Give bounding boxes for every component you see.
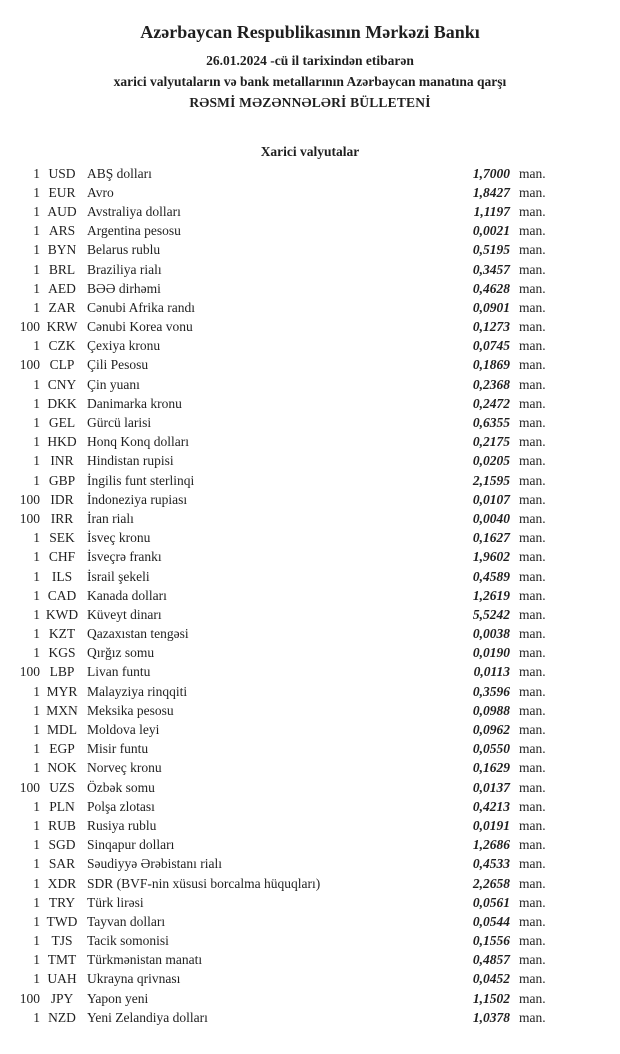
rate-value: 0,0901	[472, 299, 510, 315]
rate-row	[0, 586, 556, 605]
rate-quantity: 1	[33, 472, 40, 488]
rate-quantity: 100	[19, 779, 40, 795]
currency-name: Türkmənistan manatı	[87, 952, 203, 968]
rate-row	[0, 202, 556, 221]
currency-name: Rusiya rublu	[87, 817, 157, 833]
rate-quantity: 100	[19, 510, 40, 526]
currency-code: TJS	[51, 933, 73, 949]
rate-value: 0,0962	[472, 722, 510, 738]
rate-row	[0, 874, 556, 893]
rate-row	[0, 164, 556, 183]
rate-row	[0, 183, 556, 202]
rate-value: 1,2619	[472, 587, 510, 603]
currency-code: USD	[48, 165, 76, 181]
currency-code: MDL	[47, 722, 77, 738]
currency-name: Argentina pesosu	[87, 223, 181, 239]
currency-code: MXN	[46, 702, 78, 718]
currency-name: Moldova leyi	[87, 722, 160, 738]
rate-row	[0, 375, 556, 394]
rate-row	[0, 433, 556, 452]
rate-value: 0,4628	[472, 280, 510, 296]
currency-code: UAH	[47, 971, 77, 987]
rate-quantity: 1	[33, 415, 40, 431]
rate-quantity: 1	[33, 760, 40, 776]
currency-code: KZT	[48, 626, 76, 642]
currency-code: TWD	[46, 913, 78, 929]
rate-quantity: 1	[33, 434, 40, 450]
rate-value: 1,2686	[472, 837, 510, 853]
rate-quantity: 1	[33, 856, 40, 872]
rate-value: 0,0038	[472, 626, 510, 642]
rate-unit-label: man.	[519, 472, 546, 488]
currency-name: Özbək somu	[87, 779, 155, 795]
rate-unit-label: man.	[519, 549, 546, 565]
rate-value: 0,0561	[472, 894, 510, 910]
currency-code: KRW	[46, 319, 78, 335]
rate-row	[0, 241, 556, 260]
currency-name: Cənubi Afrika randı	[87, 299, 195, 315]
rate-row	[0, 855, 556, 874]
currency-code: ILS	[51, 568, 73, 584]
currency-name: Ukrayna qrivnası	[87, 971, 181, 987]
rate-row	[0, 989, 556, 1008]
rate-value: 0,0107	[472, 491, 510, 507]
rate-row	[0, 509, 556, 528]
rate-value: 0,0190	[472, 645, 510, 661]
rate-value: 0,3457	[472, 261, 510, 277]
rate-value: 0,4857	[472, 952, 510, 968]
currency-name: Sinqapur dolları	[87, 837, 175, 853]
rate-unit-label: man.	[519, 952, 546, 968]
rate-quantity: 1	[33, 165, 40, 181]
rate-value: 0,1629	[472, 760, 510, 776]
currency-name: Avstraliya dolları	[87, 203, 181, 219]
rate-unit-label: man.	[519, 722, 546, 738]
rate-quantity: 1	[33, 1009, 40, 1025]
rate-unit-label: man.	[519, 434, 546, 450]
rate-row	[0, 797, 556, 816]
rate-unit-label: man.	[519, 741, 546, 757]
currency-code: NZD	[48, 1009, 76, 1025]
currency-name: Çexiya kronu	[87, 338, 161, 354]
rate-value: 0,0137	[472, 779, 510, 795]
rate-unit-label: man.	[519, 395, 546, 411]
rate-row	[0, 682, 556, 701]
currency-code: JPY	[50, 990, 74, 1006]
currency-name: Qazaxıstan tengəsi	[87, 626, 189, 642]
currency-code: PLN	[49, 798, 75, 814]
currency-name: İsveç kronu	[87, 530, 151, 546]
rate-quantity: 1	[33, 875, 40, 891]
rate-quantity: 1	[33, 971, 40, 987]
bulletin-subtitle-line: xarici valyutaların və bank metallarının Azərbaycan manatına qarşı	[113, 74, 507, 89]
rate-value: 1,7000	[472, 165, 510, 181]
rate-value: 0,1627	[472, 530, 510, 546]
rate-value: 0,3596	[472, 683, 510, 699]
currency-name: Çin yuanı	[87, 376, 140, 392]
currency-name: Belarus rublu	[87, 242, 161, 258]
rate-unit-label: man.	[519, 338, 546, 354]
exchange-rates-table	[0, 164, 556, 1027]
rate-value: 0,0544	[472, 913, 510, 929]
currency-code: CLP	[49, 357, 75, 373]
rate-value: 0,4213	[472, 798, 510, 814]
rate-row	[0, 548, 556, 567]
rate-quantity: 100	[19, 319, 40, 335]
rate-unit-label: man.	[519, 510, 546, 526]
rate-quantity: 1	[33, 223, 40, 239]
rate-row	[0, 279, 556, 298]
rate-value: 1,1502	[472, 990, 510, 1006]
rate-row	[0, 932, 556, 951]
rate-quantity: 1	[33, 453, 40, 469]
rate-row	[0, 222, 556, 241]
rate-unit-label: man.	[519, 664, 546, 680]
rate-unit-label: man.	[519, 223, 546, 239]
rate-value: 0,1556	[472, 933, 510, 949]
rate-quantity: 1	[33, 395, 40, 411]
rate-unit-label: man.	[519, 779, 546, 795]
rate-unit-label: man.	[519, 894, 546, 910]
rate-row	[0, 490, 556, 509]
rate-quantity: 1	[33, 568, 40, 584]
rate-quantity: 1	[33, 242, 40, 258]
rate-unit-label: man.	[519, 319, 546, 335]
rate-row	[0, 778, 556, 797]
currency-code: RUB	[48, 817, 76, 833]
rate-unit-label: man.	[519, 606, 546, 622]
currency-code: IRR	[50, 510, 74, 526]
currency-code: GEL	[48, 415, 76, 431]
rate-row	[0, 893, 556, 912]
rate-unit-label: man.	[519, 165, 546, 181]
currency-name: Meksika pesosu	[87, 702, 174, 718]
rate-unit-label: man.	[519, 376, 546, 392]
rate-unit-label: man.	[519, 587, 546, 603]
rate-row	[0, 298, 556, 317]
currency-name: Hindistan rupisi	[87, 453, 174, 469]
rate-unit-label: man.	[519, 702, 546, 718]
rate-quantity: 100	[19, 664, 40, 680]
rate-row	[0, 529, 556, 548]
rate-unit-label: man.	[519, 184, 546, 200]
rate-value: 0,6355	[472, 415, 510, 431]
rate-unit-label: man.	[519, 453, 546, 469]
rate-row	[0, 1008, 556, 1027]
currency-code: XDR	[47, 875, 77, 891]
currency-code: TRY	[48, 894, 76, 910]
rate-quantity: 1	[33, 722, 40, 738]
currency-code: INR	[50, 453, 74, 469]
rate-unit-label: man.	[519, 357, 546, 373]
currency-name: Avro	[87, 184, 114, 200]
rate-row	[0, 605, 556, 624]
currency-code: AED	[48, 280, 76, 296]
currency-name: Honq Konq dolları	[87, 434, 189, 450]
effective-date-line: 26.01.2024 -cü il tarixindən etibarən	[206, 53, 414, 68]
rate-value: 0,4589	[472, 568, 510, 584]
rate-value: 0,5195	[472, 242, 510, 258]
rate-unit-label: man.	[519, 415, 546, 431]
rate-quantity: 1	[33, 645, 40, 661]
rate-row	[0, 720, 556, 739]
rate-value: 1,9602	[472, 549, 510, 565]
rate-quantity: 1	[33, 741, 40, 757]
section-title-foreign-currencies: Xarici valyutalar	[260, 144, 360, 159]
rate-quantity: 100	[19, 990, 40, 1006]
rate-value: 0,0040	[472, 510, 510, 526]
currency-name: Küveyt dinarı	[87, 606, 162, 622]
currency-code: AUD	[47, 203, 77, 219]
rate-row	[0, 260, 556, 279]
currency-name: İran rialı	[87, 510, 134, 526]
rate-row	[0, 701, 556, 720]
rate-quantity: 1	[33, 702, 40, 718]
currency-code: LBP	[49, 664, 75, 680]
rate-value: 0,0113	[473, 664, 510, 680]
currency-name: Tacik somonisi	[87, 933, 169, 949]
currency-name: Səudiyyə Ərəbistanı rialı	[87, 856, 222, 872]
bulletin-header	[0, 21, 620, 112]
rate-value: 0,0550	[472, 741, 510, 757]
currency-name: İsveçrə frankı	[87, 549, 162, 565]
rate-unit-label: man.	[519, 933, 546, 949]
currency-code: ARS	[48, 223, 76, 239]
rate-quantity: 1	[33, 203, 40, 219]
rate-unit-label: man.	[519, 1009, 546, 1025]
rate-row	[0, 337, 556, 356]
rate-row	[0, 413, 556, 432]
currency-code: CHF	[48, 549, 76, 565]
currency-code: SAR	[48, 856, 76, 872]
rate-row	[0, 816, 556, 835]
currency-name: Gürcü larisi	[87, 415, 152, 431]
rate-unit-label: man.	[519, 875, 546, 891]
rate-quantity: 1	[33, 549, 40, 565]
rate-quantity: 1	[33, 798, 40, 814]
rate-value: 2,2658	[472, 875, 510, 891]
rate-quantity: 1	[33, 280, 40, 296]
rate-value: 0,0988	[472, 702, 510, 718]
currency-code: IDR	[50, 491, 74, 507]
rate-value: 0,0021	[472, 223, 510, 239]
rate-unit-label: man.	[519, 856, 546, 872]
rate-unit-label: man.	[519, 683, 546, 699]
currency-name: Yapon yeni	[87, 990, 149, 1006]
currency-code: CZK	[48, 338, 76, 354]
rate-value: 1,0378	[472, 1009, 510, 1025]
rate-quantity: 1	[33, 376, 40, 392]
rate-row	[0, 356, 556, 375]
rate-quantity: 1	[33, 683, 40, 699]
rate-unit-label: man.	[519, 760, 546, 776]
currency-name: Malayziya rinqqiti	[87, 683, 188, 699]
rate-unit-label: man.	[519, 913, 546, 929]
rate-row	[0, 644, 556, 663]
rate-unit-label: man.	[519, 242, 546, 258]
rate-unit-label: man.	[519, 261, 546, 277]
currency-code: TMT	[47, 952, 77, 968]
rate-quantity: 1	[33, 817, 40, 833]
rate-row	[0, 759, 556, 778]
currency-code: HKD	[47, 434, 77, 450]
rate-quantity: 1	[33, 299, 40, 315]
currency-code: CNY	[47, 376, 77, 392]
rate-value: 0,4533	[472, 856, 510, 872]
currency-code: ZAR	[48, 299, 76, 315]
currency-code: BYN	[47, 242, 77, 258]
currency-name: İngilis funt sterlinqi	[87, 472, 195, 488]
currency-name: BƏƏ dirhəmi	[87, 280, 161, 296]
currency-name: Yeni Zelandiya dolları	[87, 1009, 208, 1025]
currency-name: Tayvan dolları	[87, 913, 166, 929]
rate-row	[0, 625, 556, 644]
rate-row	[0, 836, 556, 855]
rate-unit-label: man.	[519, 299, 546, 315]
rate-quantity: 1	[33, 587, 40, 603]
currency-code: GBP	[48, 472, 76, 488]
rate-row	[0, 394, 556, 413]
rate-row	[0, 912, 556, 931]
rate-quantity: 100	[19, 491, 40, 507]
rate-quantity: 1	[33, 261, 40, 277]
rate-row	[0, 567, 556, 586]
rate-quantity: 1	[33, 184, 40, 200]
rate-value: 0,0452	[472, 971, 510, 987]
currency-name: Norveç kronu	[87, 760, 162, 776]
rate-row	[0, 951, 556, 970]
rate-unit-label: man.	[519, 626, 546, 642]
rate-quantity: 1	[33, 606, 40, 622]
rate-value: 0,1273	[472, 319, 510, 335]
rate-unit-label: man.	[519, 837, 546, 853]
rate-quantity: 1	[33, 626, 40, 642]
currency-name: SDR (BVF-nin xüsusi borcalma hüquqları)	[87, 875, 321, 891]
rate-unit-label: man.	[519, 798, 546, 814]
currency-name: İsrail şekeli	[87, 568, 150, 584]
currency-code: SGD	[48, 837, 76, 853]
currency-name: İndoneziya rupiası	[87, 491, 188, 507]
currency-code: SEK	[49, 530, 75, 546]
bank-name-title: Azərbaycan Respublikasının Mərkəzi Bankı	[140, 22, 480, 42]
rate-row	[0, 663, 556, 682]
currency-name: Qırğız somu	[87, 645, 155, 661]
rate-value: 2,1595	[472, 472, 510, 488]
rate-unit-label: man.	[519, 491, 546, 507]
currency-code: BRL	[48, 261, 76, 277]
currency-name: Kanada dolları	[87, 587, 167, 603]
rate-row	[0, 452, 556, 471]
currency-code: DKK	[47, 395, 77, 411]
currency-name: Çili Pesosu	[87, 357, 149, 373]
rate-quantity: 1	[33, 952, 40, 968]
rate-value: 0,2175	[472, 434, 510, 450]
rate-row	[0, 970, 556, 989]
currency-name: Polşa zlotası	[87, 798, 155, 814]
currency-code: CAD	[47, 587, 77, 603]
currency-code: EUR	[48, 184, 76, 200]
rate-quantity: 100	[19, 357, 40, 373]
rate-value: 0,0745	[472, 338, 510, 354]
rate-value: 5,5242	[472, 606, 510, 622]
currency-name: ABŞ dolları	[87, 165, 152, 181]
rate-unit-label: man.	[519, 971, 546, 987]
rate-value: 0,1869	[472, 357, 510, 373]
rate-row	[0, 740, 556, 759]
rate-value: 0,0205	[472, 453, 510, 469]
rate-quantity: 1	[33, 530, 40, 546]
currency-name: Danimarka kronu	[87, 395, 182, 411]
rate-value: 0,2368	[472, 376, 510, 392]
rate-value: 0,2472	[472, 395, 510, 411]
rate-unit-label: man.	[519, 203, 546, 219]
rate-value: 1,8427	[472, 184, 510, 200]
currency-code: MYR	[46, 683, 78, 699]
rate-unit-label: man.	[519, 530, 546, 546]
rate-unit-label: man.	[519, 990, 546, 1006]
rate-quantity: 1	[33, 894, 40, 910]
currency-code: KGS	[48, 645, 76, 661]
currency-name: Misir funtu	[87, 741, 149, 757]
rate-unit-label: man.	[519, 645, 546, 661]
rate-unit-label: man.	[519, 817, 546, 833]
currency-code: KWD	[45, 606, 79, 622]
rate-quantity: 1	[33, 933, 40, 949]
currency-name: Livan funtu	[87, 664, 151, 680]
rate-value: 0,0191	[472, 817, 510, 833]
currency-code: NOK	[47, 760, 77, 776]
rate-value: 1,1197	[473, 203, 510, 219]
currency-name: Türk lirəsi	[87, 894, 144, 910]
rate-unit-label: man.	[519, 280, 546, 296]
rate-quantity: 1	[33, 837, 40, 853]
rate-row	[0, 318, 556, 337]
currency-name: Cənubi Korea vonu	[87, 319, 193, 335]
currency-code: UZS	[49, 779, 75, 795]
rate-quantity: 1	[33, 338, 40, 354]
rate-row	[0, 471, 556, 490]
currency-code: EGP	[49, 741, 75, 757]
bulletin-title: RƏSMİ MƏZƏNNƏLƏRİ BÜLLETENİ	[189, 95, 431, 110]
rate-quantity: 1	[33, 913, 40, 929]
rate-unit-label: man.	[519, 568, 546, 584]
currency-name: Braziliya rialı	[87, 261, 162, 277]
